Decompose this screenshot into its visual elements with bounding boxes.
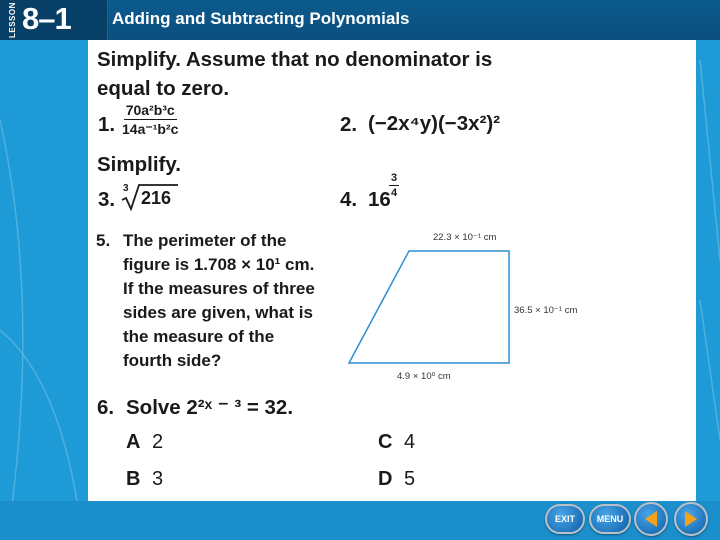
problem-2-expression: (−2x⁴y)(−3x²)² bbox=[368, 112, 501, 135]
menu-button[interactable]: MENU bbox=[589, 504, 631, 534]
figure-bottom-label: 4.9 × 10⁰ cm bbox=[397, 371, 451, 382]
problem-5-line: the measure of the bbox=[123, 327, 275, 346]
problem-3-label: 3. bbox=[98, 188, 116, 211]
lesson-tab bbox=[0, 0, 108, 40]
choice-b-letter[interactable]: B bbox=[126, 468, 141, 490]
problem-1-label: 1. bbox=[98, 113, 116, 136]
choice-a-letter[interactable]: A bbox=[126, 431, 141, 453]
lesson-title: Adding and Subtracting Polynomials bbox=[112, 9, 410, 28]
simplify-heading: Simplify. bbox=[97, 153, 181, 176]
problem-1-numerator: 70a²b³c bbox=[125, 102, 175, 118]
exit-button[interactable]: EXIT bbox=[545, 504, 585, 534]
choice-c-letter[interactable]: C bbox=[378, 431, 393, 453]
next-button[interactable] bbox=[674, 502, 708, 536]
problem-4-exponent-denominator: 4 bbox=[391, 187, 398, 199]
choice-d-letter[interactable]: D bbox=[378, 468, 393, 490]
figure-top-label: 22.3 × 10⁻¹ cm bbox=[433, 232, 497, 243]
choice-d-value[interactable]: 5 bbox=[404, 468, 416, 490]
problem-6-label: 6. bbox=[97, 396, 115, 419]
problem-5-line: sides are given, what is bbox=[123, 303, 313, 322]
problem-5-line: If the measures of three bbox=[123, 279, 315, 298]
problem-5-label: 5. bbox=[96, 231, 111, 250]
problem-1-fraction bbox=[122, 102, 178, 138]
choice-c-value[interactable]: 4 bbox=[404, 431, 416, 453]
problem-5-line: The perimeter of the bbox=[123, 231, 287, 250]
problem-5 bbox=[96, 229, 366, 373]
problem-4-exponent bbox=[389, 172, 399, 199]
lesson-header bbox=[0, 0, 720, 40]
problem-1-denominator: 14a⁻¹b²c bbox=[122, 121, 179, 137]
arrow-left-icon bbox=[643, 510, 659, 528]
problem-4-base: 16 bbox=[368, 188, 391, 211]
problem-5-line: fourth side? bbox=[123, 351, 222, 370]
problem-4-exponent-numerator: 3 bbox=[391, 172, 398, 184]
problem-5-line: figure is 1.708 × 10¹ cm. bbox=[123, 255, 315, 274]
trapezoid-figure bbox=[345, 247, 515, 367]
choice-b-value[interactable]: 3 bbox=[152, 468, 164, 490]
problem-3-index: 3 bbox=[123, 183, 129, 194]
lesson-number: 8–1 bbox=[22, 1, 71, 36]
problem-6-text: Solve 2²ˣ ⁻ ³ = 32. bbox=[126, 396, 294, 419]
problem-4-label: 4. bbox=[340, 188, 358, 211]
arrow-right-icon bbox=[683, 510, 699, 528]
figure-right-label: 36.5 × 10⁻¹ cm bbox=[514, 305, 578, 316]
instructions-line-1: Simplify. Assume that no denominator is bbox=[97, 48, 493, 71]
choice-a-value[interactable]: 2 bbox=[152, 431, 164, 453]
instructions-line-2: equal to zero. bbox=[97, 77, 230, 100]
problem-2-label: 2. bbox=[340, 113, 358, 136]
previous-button[interactable] bbox=[634, 502, 668, 536]
problem-3-radicand: 216 bbox=[141, 188, 172, 208]
lesson-word: LESSON bbox=[8, 2, 17, 38]
